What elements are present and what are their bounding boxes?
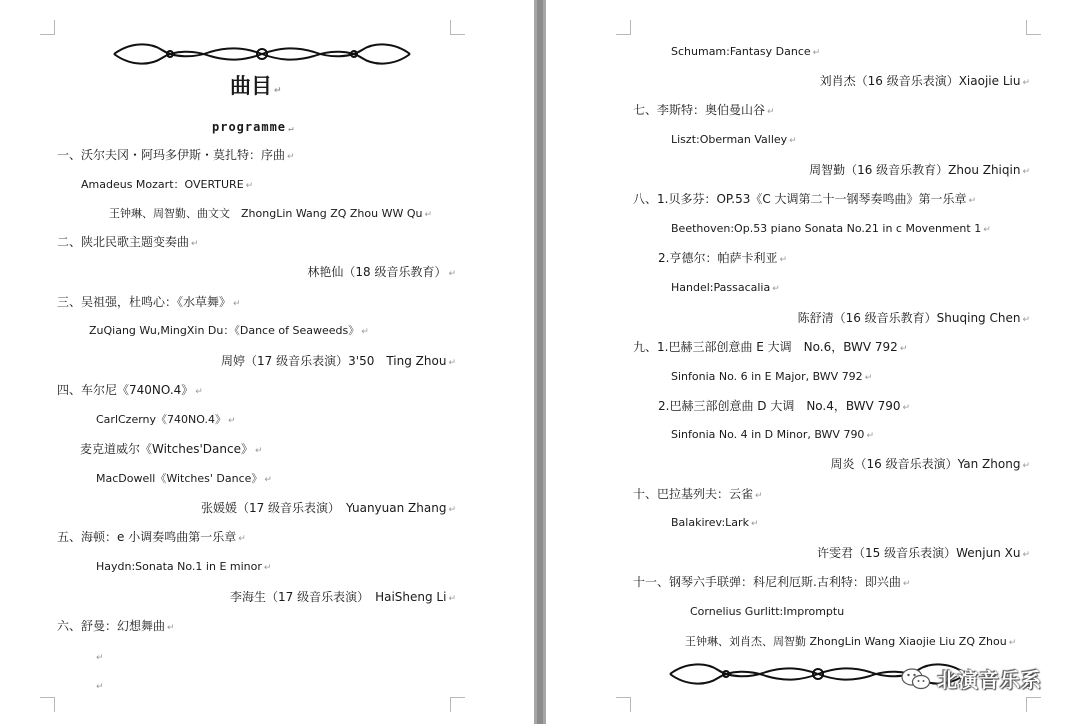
program-item-performer: 王钟琳、刘肖杰、周智勤 ZhongLin Wang Xiaojie Liu ZQ Zhou ↵ <box>685 635 1017 648</box>
program-item-english: Cornelius Gurlitt:Impromptu <box>690 605 845 618</box>
program-item-performer: 许雯君（15 级音乐表演）Wenjun Xu ↵ <box>817 546 1030 560</box>
program-item-heading: 六、舒曼：幻想舞曲 ↵ <box>57 619 175 633</box>
program-item-performer: 王钟琳、周智勤、曲文文 ZhongLin Wang ZQ Zhou WW Qu ↵ <box>109 207 433 220</box>
program-item-heading: 十一、钢琴六手联弹：科尼利厄斯.古利特：即兴曲 ↵ <box>633 575 911 589</box>
program-item-performer: 林艳仙（18 级音乐教育） ↵ <box>307 265 456 279</box>
program-item-english: Balakirev:Lark ↵ <box>671 516 759 529</box>
scroll-ornament-top <box>110 40 414 68</box>
program-item-performer: 李海生（17 级音乐表演） HaiSheng Li ↵ <box>229 590 456 604</box>
program-item-performer: 周婷（17 级音乐表演）3'50 Ting Zhou ↵ <box>221 354 456 368</box>
program-item-performer: 刘肖杰（16 级音乐表演）Xiaojie Liu ↵ <box>819 74 1030 88</box>
empty-paragraph: ↵ <box>96 653 104 663</box>
program-item-performer: 周智勤（16 级音乐教育）Zhou Zhiqin ↵ <box>809 163 1030 177</box>
margin-corner-mark <box>616 20 631 35</box>
program-item-heading: 七、李斯特：奥伯曼山谷 ↵ <box>633 103 775 117</box>
margin-corner-mark <box>40 20 55 35</box>
page-gutter <box>534 0 546 724</box>
watermark-text: 北演音乐系 <box>937 668 1042 692</box>
program-item-heading: 二、陕北民歌主题变奏曲 ↵ <box>57 235 199 249</box>
program-item-sub-heading: 麦克道威尔《Witches'Dance》 ↵ <box>80 442 263 456</box>
program-item-performer: 周炎（16 级音乐表演）Yan Zhong ↵ <box>830 457 1030 471</box>
program-item-heading: 八、1.贝多芬：OP.53《C 大调第二十一钢琴奏鸣曲》第一乐章 ↵ <box>633 192 977 206</box>
margin-corner-mark <box>616 697 631 712</box>
program-item-sub-heading: 2.亨德尔：帕萨卡利亚 ↵ <box>658 251 787 265</box>
watermark <box>901 664 1042 693</box>
program-item-english: Sinfonia No. 6 in E Major, BWV 792 ↵ <box>671 370 873 383</box>
program-item-heading: 三、吴祖强，杜鸣心：《水草舞》 ↵ <box>57 295 241 309</box>
program-item-heading: 十、巴拉基列夫：云雀 ↵ <box>633 487 763 501</box>
program-item-english: Liszt:Oberman Valley ↵ <box>671 133 797 146</box>
program-item-english: Beethoven:Op.53 piano Sonata No.21 in c Movenment 1 ↵ <box>671 222 991 235</box>
document-page-left: 曲目 ↵ programme ↵ 一、沃尔夫冈・阿玛多伊斯・莫扎特：序曲 ↵ Amadeus Mozart：OVERTURE ↵ 王钟琳、周智勤、曲文文 ZhongLin Wang ZQ Zhou WW Qu ↵ 二、陕北民歌主题变奏曲 ↵ 林艳仙（18 级音乐教育） ↵ 三、吴祖强，杜鸣心：《水草舞》 ↵ ZuQiang Wu,MingXin Du：《Dance of Seaweeds》 ↵ 周婷（17 级音乐表演）3'50 Ting Zhou ↵ 四、车尔尼《740NO.4》 ↵ CarlCzerny《740NO.4》 ↵ 麦克道威尔《Witches'Dance》 ↵ MacDowell《Witches' Dance》 ↵ 张媛媛（17 级音乐表演） Yuanyuan Zhang ↵ 五、海顿：e 小调奏鸣曲第一乐章 ↵ Haydn:Sonata No.1 in E minor ↵ 李海生（17 级音乐表演） HaiSheng Li ↵ 六、舒曼：幻想舞曲 ↵ ↵ ↵ <box>0 0 534 724</box>
margin-corner-mark <box>1026 697 1041 712</box>
program-item-performer: 张媛媛（17 级音乐表演） Yuanyuan Zhang ↵ <box>200 501 456 515</box>
program-item-english: CarlCzerny《740NO.4》 ↵ <box>96 413 236 426</box>
program-item-sub-english: Handel:Passacalia ↵ <box>671 281 780 294</box>
page-subtitle: programme <box>212 120 287 134</box>
program-item-heading: 五、海顿：e 小调奏鸣曲第一乐章 ↵ <box>57 530 246 544</box>
program-item-sub-heading: 2.巴赫三部创意曲 D 大调 No.4，BWV 790 ↵ <box>658 399 911 413</box>
document-page-right <box>546 0 1080 724</box>
empty-paragraph: ↵ <box>96 682 104 692</box>
margin-corner-mark <box>40 697 55 712</box>
program-item-performer: 陈舒清（16 级音乐教育）Shuqing Chen ↵ <box>797 311 1030 325</box>
program-item-heading: 四、车尔尼《740NO.4》 ↵ <box>57 383 203 397</box>
margin-corner-mark <box>450 20 465 35</box>
program-item-english: Haydn:Sonata No.1 in E minor ↵ <box>96 560 272 573</box>
wechat-icon <box>901 667 931 691</box>
program-item-heading: 九、1.巴赫三部创意曲 E 大调 No.6，BWV 792 ↵ <box>633 340 908 354</box>
program-item-heading: 一、沃尔夫冈・阿玛多伊斯・莫扎特：序曲 ↵ <box>57 148 295 162</box>
page-title: 曲目 <box>230 74 272 98</box>
margin-corner-mark <box>1026 20 1041 35</box>
program-item-english: Amadeus Mozart：OVERTURE ↵ <box>81 178 254 191</box>
margin-corner-mark <box>450 697 465 712</box>
program-item-sub-english: Sinfonia No. 4 in D Minor, BWV 790 ↵ <box>671 428 874 441</box>
program-item-english: ZuQiang Wu,MingXin Du：《Dance of Seaweeds》 ↵ <box>89 324 369 337</box>
program-item-english: Schumam:Fantasy Dance ↵ <box>671 45 821 58</box>
program-item-sub-english: MacDowell《Witches' Dance》 ↵ <box>96 472 272 485</box>
